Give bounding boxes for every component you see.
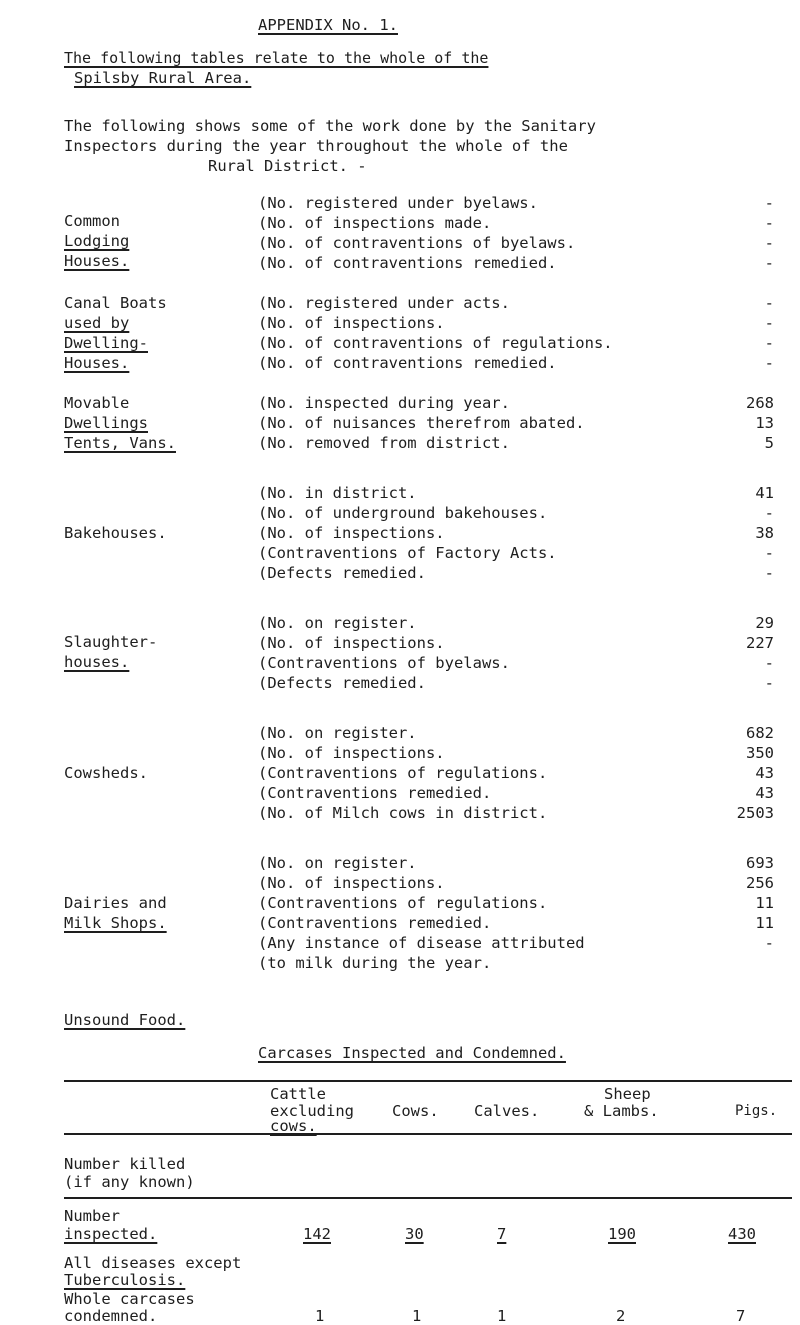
- row-value: -: [764, 334, 774, 352]
- intro-line-3: Rural District. -: [208, 157, 367, 175]
- section-label: Cowsheds.: [64, 764, 148, 782]
- subtitle-line-2: Spilsby Rural Area.: [74, 69, 252, 87]
- row-text: (No. of Milch cows in district.: [258, 804, 548, 822]
- table-top-rule: [64, 1080, 792, 1082]
- row-value: 13: [755, 414, 774, 432]
- col-cattle: cows.: [270, 1117, 317, 1135]
- row-value: 682: [746, 724, 774, 742]
- whole-calves: 1: [497, 1307, 507, 1325]
- row-text: (Any instance of disease attributed: [258, 934, 585, 952]
- col-cattle: Cattle: [270, 1085, 326, 1103]
- row-value: -: [764, 294, 774, 312]
- col-cattle: excluding: [270, 1102, 354, 1120]
- row-value: 693: [746, 854, 774, 872]
- inspected-sheep: 190: [608, 1225, 636, 1243]
- appendix-title: APPENDIX No. 1.: [258, 16, 398, 34]
- row-text: (Contraventions of regulations.: [258, 764, 548, 782]
- row-value: -: [764, 214, 774, 232]
- row-value: -: [764, 504, 774, 522]
- row-text: (No. inspected during year.: [258, 394, 510, 412]
- row-text: (Contraventions of Factory Acts.: [258, 544, 557, 562]
- section-label: Dwellings: [64, 414, 148, 432]
- row-value: 227: [746, 634, 774, 652]
- row-text: (No. of contraventions of byelaws.: [258, 234, 576, 252]
- row-text: (No. of nuisances therefrom abated.: [258, 414, 585, 432]
- section-label: Houses.: [64, 354, 130, 372]
- row-value: 2503: [736, 804, 774, 822]
- section-label: Canal Boats: [64, 294, 167, 312]
- header-rule: [64, 1133, 792, 1135]
- row-text: (No. on register.: [258, 614, 417, 632]
- row-text: (Defects remedied.: [258, 674, 426, 692]
- row-value: 29: [755, 614, 774, 632]
- section-label: Bakehouses.: [64, 524, 167, 542]
- section-label: Common: [64, 212, 120, 230]
- row-text: (No. of inspections.: [258, 744, 445, 762]
- section-label: Slaughter-: [64, 633, 158, 651]
- section-label: Dwelling-: [64, 334, 148, 352]
- col-sheep: & Lambs.: [584, 1102, 659, 1120]
- whole-cattle: 1: [315, 1307, 325, 1325]
- intro-line-2: Inspectors during the year throughout the whole of the: [64, 137, 568, 155]
- row-value: -: [764, 194, 774, 212]
- row-value: -: [764, 234, 774, 252]
- row-text: (No. of inspections made.: [258, 214, 492, 232]
- row-value: -: [764, 654, 774, 672]
- row-text: (Contraventions of regulations.: [258, 894, 548, 912]
- section-label: houses.: [64, 653, 130, 671]
- section-label: Houses.: [64, 252, 130, 270]
- section-label: used by: [64, 314, 130, 332]
- inspected-label: Number: [64, 1207, 120, 1225]
- row-text: (Defects remedied.: [258, 564, 426, 582]
- row-value: 256: [746, 874, 774, 892]
- col-sheep: Sheep: [604, 1085, 651, 1103]
- row-value: 11: [755, 894, 774, 912]
- row-value: -: [764, 564, 774, 582]
- section-label: Movable: [64, 394, 130, 412]
- row-value: -: [764, 314, 774, 332]
- row-value: 11: [755, 914, 774, 932]
- row-text: (No. of contraventions of regulations.: [258, 334, 613, 352]
- col-calves: Calves.: [474, 1102, 540, 1120]
- unsound-food-heading: Unsound Food.: [64, 1011, 186, 1029]
- row-text: (No. in district.: [258, 484, 417, 502]
- row-value: 268: [746, 394, 774, 412]
- col-pigs: Pigs.: [735, 1103, 778, 1119]
- row-value: -: [764, 544, 774, 562]
- row-text: (No. of inspections.: [258, 634, 445, 652]
- whole-sheep: 2: [616, 1307, 626, 1325]
- row-text: (No. removed from district.: [258, 434, 510, 452]
- section-label: Dairies and: [64, 894, 167, 912]
- whole-cows: 1: [412, 1307, 422, 1325]
- section-label: Lodging: [64, 232, 130, 250]
- row-value: 43: [755, 784, 774, 802]
- killed-label: (if any known): [64, 1173, 195, 1191]
- row-value: 43: [755, 764, 774, 782]
- row-value: -: [764, 674, 774, 692]
- inspected-cattle: 142: [303, 1225, 331, 1243]
- row-value: 38: [755, 524, 774, 542]
- inspected-label: inspected.: [64, 1225, 158, 1243]
- col-cows: Cows.: [392, 1102, 439, 1120]
- row-text: (No. on register.: [258, 854, 417, 872]
- carcases-heading: Carcases Inspected and Condemned.: [258, 1044, 566, 1062]
- killed-rule: [64, 1197, 792, 1199]
- row-text: (No. of contraventions remedied.: [258, 254, 557, 272]
- row-text: (No. of underground bakehouses.: [258, 504, 548, 522]
- diseases-heading: Tuberculosis.: [64, 1271, 186, 1289]
- row-value: 5: [764, 434, 774, 452]
- row-text: (No. registered under byelaws.: [258, 194, 538, 212]
- whole-label: Whole carcases: [64, 1290, 195, 1308]
- row-text: (No. on register.: [258, 724, 417, 742]
- row-text: (No. of contraventions remedied.: [258, 354, 557, 372]
- row-text: (No. of inspections.: [258, 524, 445, 542]
- row-text: (No. registered under acts.: [258, 294, 510, 312]
- row-value: 350: [746, 744, 774, 762]
- row-text: (No. of inspections.: [258, 874, 445, 892]
- row-text: (Contraventions remedied.: [258, 784, 492, 802]
- row-text: (Contraventions remedied.: [258, 914, 492, 932]
- whole-pigs: 7: [736, 1307, 746, 1325]
- whole-label: condemned.: [64, 1307, 158, 1325]
- row-value: -: [764, 934, 774, 952]
- intro-line-1: The following shows some of the work done by the Sanitary: [64, 117, 596, 135]
- section-label: Tents, Vans.: [64, 434, 176, 452]
- row-text: (Contraventions of byelaws.: [258, 654, 510, 672]
- subtitle-line-1: The following tables relate to the whole of the: [64, 49, 489, 67]
- section-label: Milk Shops.: [64, 914, 167, 932]
- killed-label: Number killed: [64, 1155, 186, 1173]
- inspected-pigs: 430: [728, 1225, 756, 1243]
- inspected-cows: 30: [405, 1225, 424, 1243]
- row-text: (No. of inspections.: [258, 314, 445, 332]
- row-value: -: [764, 254, 774, 272]
- diseases-heading: All diseases except: [64, 1254, 242, 1272]
- inspected-calves: 7: [497, 1225, 507, 1243]
- row-text: (to milk during the year.: [258, 954, 492, 972]
- row-value: -: [764, 354, 774, 372]
- row-value: 41: [755, 484, 774, 502]
